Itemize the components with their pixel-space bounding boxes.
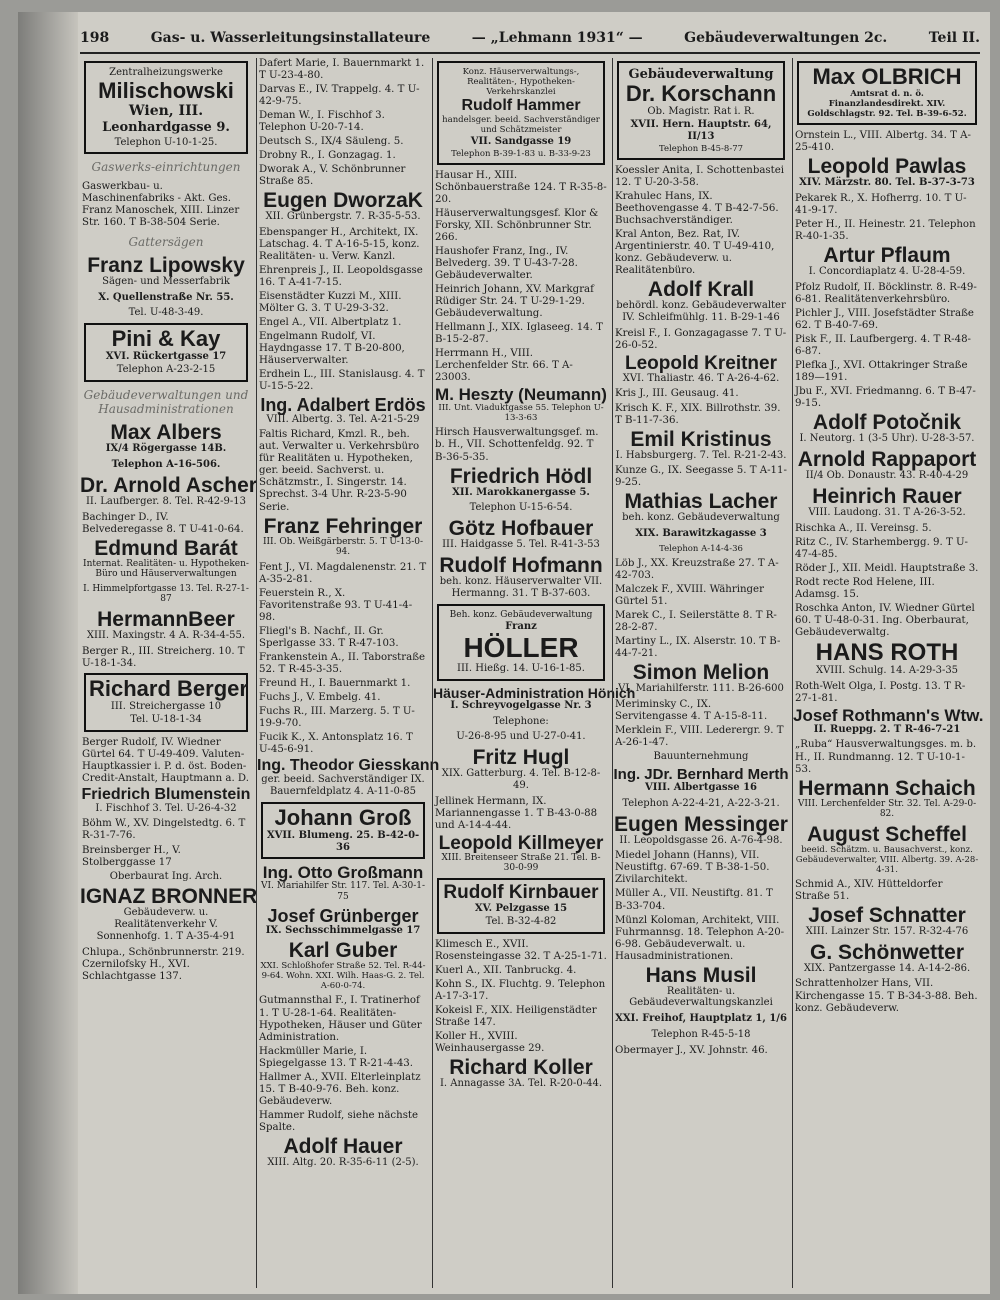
ad-line: III. Hießg. 14. U-16-1-85. — [457, 662, 585, 674]
ad-line: Tel. U-18-1-34 — [130, 713, 202, 725]
header-left-title: Gas- u. Wasserleitungsinstallateure — [150, 30, 431, 46]
ad-johann-gross — [261, 802, 425, 860]
ad-line: III. Haidgasse 5. Tel. R-41-3-53 — [442, 539, 600, 551]
ad-line: Tel. U-48-3-49. — [128, 307, 204, 319]
ad-name: Heinrich Rauer — [812, 484, 962, 508]
ad-line: XVII. Blumeng. 25. B-42-0-36 — [266, 829, 420, 853]
directory-entry: Löb J., XX. Kreuzstraße 27. T A-42-703. — [615, 558, 779, 582]
ad-name: Franz Lipowsky — [87, 253, 245, 277]
directory-entry: Erdhein L., III. Stanislausg. 4. T U-15-5-22. — [259, 369, 425, 393]
ad-name: Josef Grünberger — [267, 905, 419, 926]
ad-line: XVIII. Schulg. 14. A-29-3-35 — [815, 664, 959, 676]
directory-entry: Fuchs R., III. Marzerg. 5. T U-19-9-70. — [259, 706, 415, 730]
ad-line: handelsger. beeid. Sachverständiger und Schätzmeister — [442, 115, 600, 136]
directory-entry: Hellmann J., XIX. Iglaseeg. 14. T B-15-2-87. — [435, 322, 603, 346]
directory-entry: Häuserverwaltungsgesf. Klor & Forsky, XII. Schönbrunner Str. 266. — [435, 207, 599, 244]
ad-line: XVI. Thaliastr. 46. T A-26-4-62. — [622, 372, 780, 384]
ad-line: Telephon A-16-506. — [111, 458, 221, 470]
ad-line: Sägen- und Messerfabrik — [102, 275, 230, 287]
ad-line: XVII. Hern. Hauptstr. 64, II/13 — [630, 119, 772, 142]
ad-line: II. Laufberger. 8. Tel. R-42-9-13 — [85, 495, 247, 507]
ad-line: Telephon U-10-1-25. — [114, 136, 218, 148]
ad-line: VI. Mariahilfer Str. 117. Tel. A-30-1-75 — [260, 881, 426, 903]
directory-entry: Roth-Welt Olga, I. Postg. 13. T R-27-1-81. — [795, 680, 966, 704]
directory-entry: Ehrenpreis J., II. Leopoldsgasse 16. T A-41-7-15. — [259, 265, 423, 289]
ad-name: Hermann Schaich — [798, 776, 976, 800]
directory-entry: Kral Anton, Bez. Rat, IV. Argentinierstr. 40. T U-49-410, konz. Gebäudeverw. u. Realitätenbüro. — [615, 228, 775, 276]
ad-name: Rudolf Kirnbauer — [443, 882, 599, 904]
ad-line: II. Rueppg. 2. T R-46-7-21 — [813, 723, 961, 735]
ad-name: Pini & Kay — [111, 326, 221, 352]
ad-line: XIII. Altg. 20. R-35-6-11 (2-5). — [267, 1156, 419, 1168]
directory-entry: Krisch K. F., XIX. Billrothstr. 39. T B-11-7-36. — [615, 402, 781, 426]
ad-line: I. Himmelpfortgasse 13. Tel. R-27-1-87 — [83, 583, 249, 605]
directory-entry: Frankenstein A., II. Taborstraße 52. T R-45-3-35. — [259, 651, 426, 675]
ad-line: Leonhardgasse 9. — [102, 120, 230, 136]
directory-entry: Drobny R., I. Gonzagag. 1. — [259, 150, 396, 162]
directory-entry: Gutmannsthal F., I. Tratinerhof 1. T U-28-1-64. Realitäten-Hypotheken, Häuser und Güter Administration. — [259, 995, 422, 1043]
directory-entry: Plefka J., XVI. Ottakringer Straße 189—191. — [795, 360, 968, 384]
header-part: Teil II. — [928, 30, 980, 46]
directory-entry: Malczek F., XVIII. Währinger Gürtel 51. — [615, 584, 764, 608]
directory-entry: „Ruba“ Hausverwaltungsges. m. b. H., II. Rundmanng. 12. T U-10-1-53. — [795, 739, 977, 775]
directory-entry: Böhm W., XV. Dingelstedtg. 6. T R-31-7-76. — [82, 818, 246, 842]
ad-line: XIX. Barawitzkagasse 3 — [635, 528, 767, 540]
ad-line: Konz. Häuserverwaltungs-, Realitäten-, Hypotheken-Verkehrskanzlei — [462, 67, 580, 98]
directory-entry: Heinrich Johann, XV. Markgraf Rüdiger Str. 24. T U-29-1-29. Gebäudeverwaltung. — [435, 284, 594, 320]
ad-line: Gebäudeverw. u. Realitätenverkehr V. Sonnenhofg. 1. T A-35-4-91 — [96, 907, 236, 942]
ad-line: XIII. Breitenseer Straße 21. Tel. B-30-0-99 — [441, 852, 601, 874]
ad-name: Dr. Korschann — [625, 81, 777, 107]
column-4 — [612, 58, 789, 1288]
ad-line: Telephon U-15-6-54. — [469, 502, 573, 514]
ad-name: Fritz Hugl — [472, 746, 570, 770]
directory-entry: Fucik K., X. Antonsplatz 16. T U-45-6-91. — [259, 732, 413, 756]
directory-entry: Hackmüller Marie, I. Spiegelgasse 13. T R-21-4-43. — [259, 1045, 414, 1069]
directory-entry: Obermayer J., XV. Johnstr. 46. — [615, 1044, 768, 1056]
directory-entry: Dworak A., V. Schönbrunner Straße 85. — [259, 164, 406, 188]
ad-line: beh. konz. Gebäudeverwaltung — [622, 512, 780, 524]
ad-rudolf-kirnbauer — [437, 878, 605, 934]
ad-name: August Scheffel — [807, 822, 967, 846]
ad-name: Edmund Barát — [94, 536, 238, 560]
ad-pini-kay — [84, 323, 248, 382]
ad-name: Leopold Kreitner — [624, 352, 777, 374]
ad-line: III. Unt. Viaduktgasse 55. Telephon U-13-3-63 — [438, 403, 604, 424]
ad-line: III. Streichergasse 10 — [110, 700, 222, 712]
directory-entry: Eisenstädter Kuzzi M., XIII. Mölter G. 3. T U-29-3-32. — [259, 291, 402, 315]
directory-entry: Röder J., XII. Meidl. Hauptstraße 3. — [795, 562, 979, 574]
directory-entry: Hausar H., XIII. Schönbauerstraße 124. T R-35-8-20. — [435, 169, 607, 205]
directory-entry: Peter H., II. Heinestr. 21. Telephon R-40-1-35. — [795, 218, 976, 242]
ad-line: Telephon R-45-5-18 — [651, 1029, 751, 1041]
directory-entry: Pfolz Rudolf, II. Böcklinstr. 8. R-49-6-81. Realitätenverkehrsbüro. — [795, 281, 977, 305]
section-heading: Gebäudeverwaltungen und Hausadministrationen — [83, 387, 249, 417]
ad-line: Oberbaurat Ing. Arch. — [109, 870, 223, 882]
ad-line: X. Quellenstraße Nr. 55. — [98, 291, 234, 303]
directory-entry: Darvas E., IV. Trappelg. 4. T U-42-9-75. — [259, 84, 420, 108]
ad-line: XIV. Märzstr. 80. Tel. B-37-3-73 — [799, 177, 975, 189]
ad-milischowski — [84, 61, 248, 154]
ad-name: Ing. JDr. Bernhard Merth — [613, 766, 789, 783]
ad-line: XVI. Rückertgasse 17 — [105, 351, 227, 363]
ad-line: Ob. Magistr. Rat i. R. — [647, 106, 755, 118]
ad-name: M. Heszty (Neumann) — [435, 385, 607, 405]
ad-richard-berger — [84, 673, 248, 732]
book-spine — [18, 12, 78, 1294]
page-header — [80, 24, 980, 54]
ad-name: Rudolf Hammer — [461, 97, 581, 115]
ad-line: ger. beeid. Sachverständiger IX. Bauernfeldplatz 4. A-11-0-85 — [261, 774, 425, 798]
directory-entry: Jellinek Hermann, IX. Mariannengasse 1. T B-43-0-88 und A-14-4-44. — [435, 795, 598, 831]
directory-entry: Kreisl F., I. Gonzagagasse 7. T U-26-0-52. — [615, 327, 787, 351]
ad-line: Telephon A-22-4-21, A-22-3-21. — [622, 797, 780, 809]
ad-line: XV. Pelzgasse 15 — [474, 903, 568, 915]
ad-line: Telephon A-14-4-36 — [659, 544, 743, 555]
directory-entry: Pichler J., VIII. Josefstädter Straße 62. T B-40-7-69. — [795, 307, 974, 331]
directory-entry: Fent J., VI. Magdalenenstr. 21. T A-35-2-81. — [259, 561, 427, 585]
ad-line: I. Neutorg. 1 (3-5 Uhr). U-28-3-57. — [799, 433, 975, 445]
ad-line: U-26-8-95 und U-27-0-41. — [456, 731, 586, 743]
ad-name: Ing. Adalbert Erdös — [260, 394, 426, 415]
directory-entry: Koessler Anita, I. Schottenbastei 12. T U-20-3-58. — [615, 164, 785, 188]
ad-line: VIII. Albertgasse 16 — [644, 782, 758, 793]
directory-entry: Marek C., I. Seilerstätte 8. T R-28-2-87. — [615, 610, 777, 634]
directory-entry: Fuchs J., V. Embelg. 41. — [259, 692, 381, 704]
ad-name: Milischowski — [98, 77, 234, 103]
directory-entry: Münzl Koloman, Architekt, VIII. Fuhrmannsg. 18. Telephon A-20-6-98. Gebäudeverwalt. u. Hausadministrationen. — [615, 914, 785, 962]
column-3 — [432, 58, 636, 1288]
ad-name: Eugen Messinger — [614, 812, 788, 836]
ad-line: Gebäudeverwaltung — [628, 67, 774, 82]
ad-name: Max OLBRICH — [812, 64, 962, 89]
directory-entry: Herrmann H., VIII. Lerchenfelder Str. 66. T A-23003. — [435, 348, 573, 384]
directory-entry: Feuerstein R., X. Favoritenstraße 93. T U-41-4-98. — [259, 587, 413, 623]
ad-line: Tel. B-32-4-82 — [485, 915, 557, 927]
directory-entry: Miedel Johann (Hanns), VII. Neustiftg. 67-69. T B-38-1-50. Zivilarchitekt. — [615, 850, 770, 886]
ad-line: Telephone: — [493, 715, 549, 727]
directory-entry: Ritz C., IV. Starhembergg. 9. T U-47-4-85. — [795, 536, 968, 560]
ad-dr-korschann — [617, 61, 785, 160]
ad-line: I. Schreyvogelgasse Nr. 3 — [450, 699, 592, 711]
ad-name: Friedrich Blumenstein — [81, 785, 251, 803]
ad-line: II/4 Ob. Donaustr. 43. R-40-4-29 — [805, 469, 969, 481]
directory-entry: Krahulec Hans, IX. Beethovengasse 4. T B-42-7-56. Buchsachverständiger. — [615, 190, 779, 226]
ad-franz-hoeller — [437, 604, 605, 681]
ad-line: Telephon B-45-8-77 — [658, 143, 744, 154]
ad-name: Leopold Pawlas — [807, 155, 967, 179]
ad-name: HANS ROTH — [815, 638, 959, 666]
ad-name: Artur Pflaum — [823, 244, 951, 268]
directory-entry: Rischka A., II. Vereinsg. 5. — [795, 522, 932, 534]
ad-line: Realitäten- u. Gebäudeverwaltungskanzlei — [629, 985, 773, 1009]
directory-entry: Hammer Rudolf, siehe nächste Spalte. — [259, 1109, 419, 1133]
directory-entry: Hirsch Hausverwaltungsgef. m. b. H., VII. Schottenfeldg. 92. T B-36-5-35. — [435, 427, 599, 463]
ad-name: Richard Koller — [449, 1055, 593, 1079]
ad-name: G. Schönwetter — [809, 940, 965, 964]
directory-entry: Engelmann Rudolf, VI. Haydngasse 17. T B-20-800, Häuserverwalter. — [259, 331, 405, 367]
directory-entry: Kuerl A., XII. Tanbruckg. 4. — [435, 964, 577, 976]
ad-name: HÖLLER — [463, 631, 579, 663]
ad-max-olbrich — [797, 61, 977, 125]
ad-name: Eugen DworzaK — [263, 189, 423, 213]
ad-line: Internat. Realitäten- u. Hypotheken-Büro und Häuserverwaltungen — [83, 558, 249, 580]
directory-entry: Merklein F., VIII. Lederergr. 9. T A-26-1-47. — [615, 725, 784, 749]
ad-line: Telephon B-39-1-83 u. B-33-9-23 — [451, 148, 591, 159]
ad-line: VI. Mariahilferstr. 111. B-26-600 — [618, 683, 784, 695]
directory-entry: Dafert Marie, I. Bauernmarkt 1. T U-23-4-80. — [259, 58, 425, 82]
directory-entry: Fliegl's B. Nachf., II. Gr. Sperlgasse 33. T R-47-103. — [259, 625, 399, 649]
ad-line: XIX. Pantzergasse 14. A-14-2-86. — [803, 962, 971, 974]
ad-name: Adolf Krall — [647, 278, 755, 302]
directory-entry: Kokeisl F., XIX. Heiligenstädter Straße 147. — [435, 1004, 597, 1028]
ad-line: I. Concordiaplatz 4. U-28-4-59. — [808, 266, 966, 278]
directory-entry: Hallmer A., XVII. Elterleinplatz 15. T B-40-9-76. Beh. konz. Gebäudeverw. — [259, 1071, 421, 1107]
ad-name: Dr. Arnold Ascher — [80, 473, 257, 497]
ad-line: VIII. Lerchenfelder Str. 32. Tel. A-29-0-82. — [797, 798, 977, 820]
ad-line: beeid. Schätzm. u. Bausachverst., konz. Gebäudeverwalter, VIII. Albertg. 39. A-28-4-31. — [795, 844, 979, 875]
directory-entry: Pisk F., II. Laufbergerg. 4. T R-48-6-87. — [795, 333, 971, 357]
directory-entry: Haushofer Franz, Ing., IV. Belvederg. 39. T U-43-7-28. Gebäudeverwalter. — [435, 246, 578, 282]
section-heading: Gattersägen — [128, 234, 204, 249]
directory-entry: Chlupa., Schönbrunnerstr. 219. Czernilofsky H., XVI. Schlachtgasse 137. — [82, 946, 245, 982]
ad-line: Zentralheizungswerke — [109, 67, 223, 78]
ad-name: Josef Rothmann's Wtw. — [793, 705, 984, 725]
ad-name: Mathias Lacher — [624, 490, 778, 514]
ad-name: IGNAZ BRONNER — [80, 885, 258, 909]
directory-entry: Schmid A., XIV. Hütteldorfer Straße 51. — [795, 878, 943, 902]
ad-line: XIII. Lainzer Str. 157. R-32-4-76 — [805, 925, 969, 937]
directory-entry: Kunze G., IX. Seegasse 5. T A-11-9-25. — [615, 465, 787, 489]
ad-name: Max Albers — [110, 421, 222, 445]
column-2 — [256, 58, 440, 1288]
directory-entry: Berger Rudolf, IV. Wiedner Gürtel 64. T U-49-409. Valuten-Hauptkassier i. P. d. öst. Boden-Credit-Anstalt, Hauptmann a. D. — [82, 736, 249, 784]
directory-entry: Breinsberger H., V. Stolberggasse 17 — [82, 844, 181, 868]
directory-entry: Koller H., XVIII. Weinhausergasse 29. — [435, 1030, 545, 1054]
ad-line: VIII. Laudong. 31. T A-26-3-52. — [808, 506, 966, 518]
ad-line: I. Habsburgerg. 7. Tel. R-21-2-43. — [615, 449, 787, 461]
ad-name: HermannBeer — [97, 608, 235, 632]
directory-entry: Kris J., III. Geusaug. 41. — [615, 388, 739, 400]
ad-line: II. Leopoldsgasse 26. A-76-4-98. — [619, 834, 783, 846]
ad-line: XIII. Maxingstr. 4 A. R-34-4-55. — [86, 630, 246, 642]
directory-entry: Schrattenholzer Hans, VII. Kirchengasse 15. T B-34-3-88. Beh. konz. Gebäudeverw. — [795, 978, 978, 1014]
directory-page — [18, 12, 990, 1294]
directory-entry: Meriminsky C., IX. Servitengasse 4. T A-15-8-11. — [615, 699, 768, 723]
header-center-title: — „Lehmann 1931“ — — [471, 30, 643, 46]
directory-entry: Roschka Anton, IV. Wiedner Gürtel 60. T U-48-0-31. Ing. Oberbaurat, Gebäudeverwaltg. — [795, 602, 975, 638]
directory-entry: Engel A., VII. Albertplatz 1. — [259, 317, 402, 329]
ad-name: Josef Schnatter — [808, 903, 966, 927]
directory-entry: Jbu F., XVI. Friedmanng. 6. T B-47-9-15. — [795, 386, 976, 410]
directory-entry: Müller A., VII. Neustiftg. 81. T B-33-704. — [615, 888, 773, 912]
ad-name: Häuser-Administration Hönich — [433, 684, 636, 701]
ad-name: Adolf Hauer — [283, 1134, 403, 1158]
ad-line: behördl. konz. Gebäudeverwalter IV. Schleifmühlg. 11. B-29-1-46 — [616, 300, 786, 323]
ad-line: XIX. Gatterburg. 4. Tel. B-12-8-49. — [441, 768, 601, 791]
page-number: 198 — [80, 30, 110, 46]
ad-line: VII. Sandgasse 19 — [470, 136, 572, 148]
directory-entry: Freund H., I. Bauernmarkt 1. — [259, 678, 411, 690]
ad-name: Arnold Rappaport — [797, 447, 977, 471]
directory-entry: Klimesch E., XVII. Rosensteingasse 32. T A-25-1-71. — [435, 938, 607, 962]
ad-name: Simon Melion — [632, 661, 770, 685]
directory-entry: Kohn S., IX. Fluchtg. 9. Telephon A-17-3-17. — [435, 978, 606, 1002]
ad-line: IX. Sechsschimmelgasse 17 — [265, 924, 421, 936]
ad-line: Amtsrat d. n. ö. Finanzlandesdirekt. XIV. Goldschlagstr. 92. Tel. B-39-6-52. — [807, 89, 967, 120]
ad-line: III. Ob. Weißgärberstr. 5. T U-13-0-94. — [262, 536, 424, 558]
ad-name: Emil Kristinus — [630, 427, 772, 451]
ad-name: Ing. Otto Großmann — [262, 863, 424, 883]
ad-line: Bauunternehmung — [653, 751, 749, 763]
ad-line: Telephon A-23-2-15 — [116, 364, 216, 376]
ad-line: XXI. Schloßhofer Straße 52. Tel. R-44-9-64. Wohn. XXI. Wilh. Haas-G. 2. Tel. A-60-0-74. — [260, 961, 426, 992]
ad-line: Franz — [505, 621, 537, 633]
directory-entry: Gaswerkbau- u. Maschinenfabriks - Akt. Ges. Franz Manoschek, XIII. Linzer Str. 160. T B-38-504 Serie. — [82, 180, 240, 228]
directory-entry: Pekarek R., X. Hofherrg. 10. T U-41-9-17. — [795, 192, 967, 216]
column-1 — [80, 58, 258, 1288]
directory-entry: Berger R., III. Streicherg. 10. T U-18-1-34. — [82, 645, 245, 669]
directory-entry: Ebenspanger H., Architekt, IX. Latschag. 4. T A-16-5-15, konz. Realitäten- u. Verw. Kanzl. — [259, 227, 420, 263]
ad-name: Adolf Potočnik — [812, 411, 962, 435]
directory-entry: Faltis Richard, Kmzl. R., beh. aut. Verwalter u. Verkehrsbüro für Realitäten u. Hypotheken, ger. beeid. Sachverst. u. Schätzmstr., I. Singerstr. 14. Sprechst. 3-4 Uhr. R-23-5-90 Serie. — [259, 429, 420, 513]
section-heading: Gaswerks-einrichtungen — [91, 160, 241, 175]
ad-name: Ing. Theodor Giesskann — [257, 757, 440, 775]
ad-line: I. Fischhof 3. Tel. U-26-4-32 — [95, 802, 237, 814]
directory-entry: Deman W., I. Fischhof 3. Telephon U-20-7-14. — [259, 110, 385, 134]
ad-line: XII. Grünbergstr. 7. R-35-5-53. — [265, 211, 421, 223]
ad-rudolf-hammer — [437, 61, 605, 165]
directory-entry: Rodt recte Rod Helene, III. Adamsg. 15. — [795, 576, 935, 600]
directory-entry: Ornstein L., VIII. Albertg. 34. T A-25-410. — [795, 130, 971, 154]
header-right-title: Gebäudeverwaltungen 2c. — [684, 30, 888, 46]
ad-line: beh. konz. Häuserverwalter VII. Hermanng. 31. T B-37-603. — [439, 575, 603, 599]
ad-line: XII. Marokkanergasse 5. — [452, 486, 590, 498]
directory-entry: Bachinger D., IV. Belvederegasse 8. T U-41-0-64. — [82, 511, 244, 535]
ad-name: Rudolf Hofmann — [439, 553, 603, 577]
ad-line: I. Annagasse 3A. Tel. R-20-0-44. — [439, 1077, 603, 1089]
ad-line: Wien, III. — [128, 102, 204, 119]
ad-line: XXI. Freihof, Hauptplatz 1, 1/6 — [615, 1013, 787, 1025]
ad-name: Richard Berger — [89, 675, 248, 701]
ad-name: Friedrich Hödl — [449, 464, 593, 488]
column-5 — [792, 58, 984, 1288]
ad-name: Karl Guber — [288, 939, 398, 963]
directory-entry: Deutsch S., IX/4 Säuleng. 5. — [259, 136, 404, 148]
ad-name: Franz Fehringer — [263, 514, 423, 538]
ad-line: Beh. konz. Gebäudeverwaltung — [449, 609, 593, 620]
ad-name: Johann Groß — [274, 804, 412, 830]
ad-line: IX/4 Rögergasse 14B. — [105, 443, 227, 455]
ad-line: VIII. Albertg. 3. Tel. A-21-5-29 — [266, 413, 420, 425]
ad-name: Götz Hofbauer — [448, 517, 594, 541]
ad-name: Hans Musil — [645, 963, 757, 987]
ad-name: Leopold Killmeyer — [438, 832, 604, 854]
directory-entry: Martiny L., IX. Alserstr. 10. T B-44-7-21. — [615, 636, 781, 660]
